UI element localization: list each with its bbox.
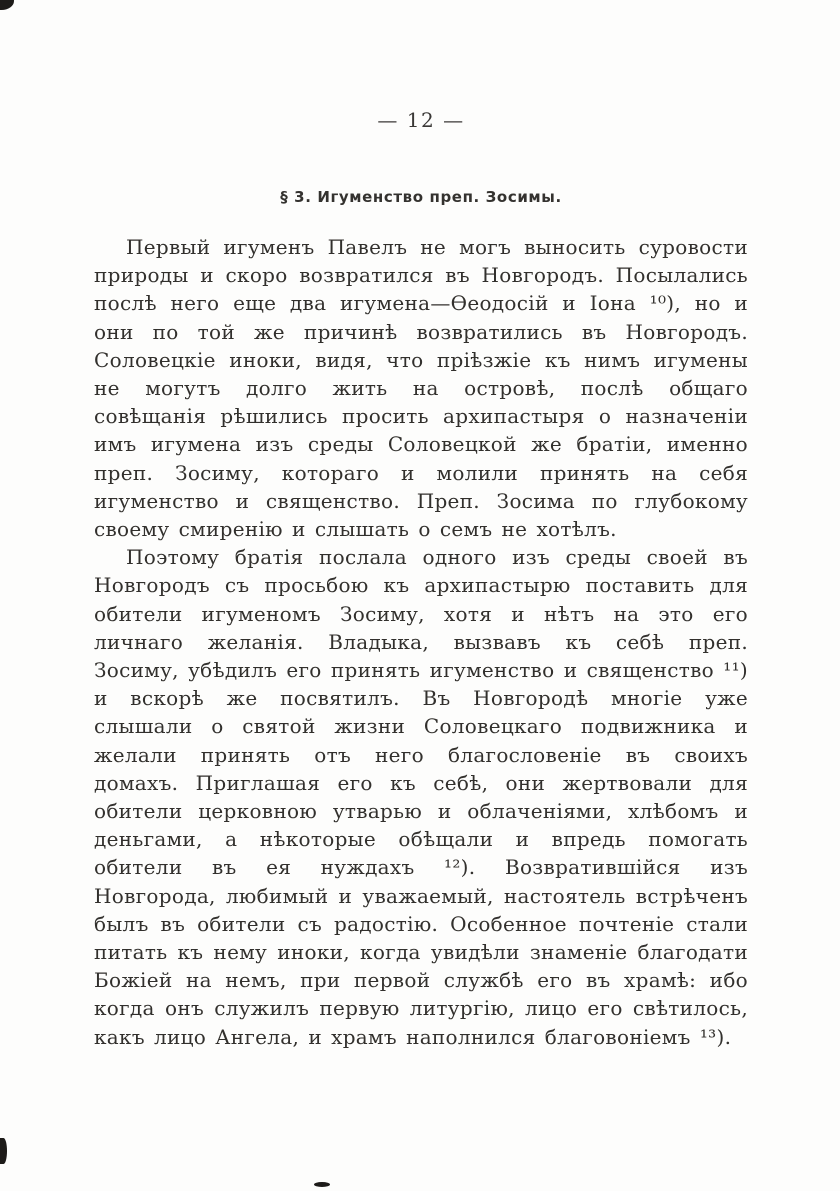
paragraph-1: Первый игуменъ Павелъ не могъ выносить суровости природы и скоро возвратился въ Новгородъ. Посылались послѣ него еще два игумена—Ѳеодосій и Іона ¹⁰), но и они по той же причинѣ возвратились въ Новгородъ. Соловецкіе иноки, видя, что пріѣзжіе къ нимъ игумены не могутъ долго жить на островѣ, послѣ общаго совѣщанія рѣшились просить архипастыря о назначеніи имъ игумена изъ среды Соловецкой же братіи, именно преп. Зосиму, котораго и молили принять на себя игуменство и священство. Преп. Зосима по глубокому своему смиренію и слышать о семъ не хотѣлъ. — [94, 235, 748, 542]
page-number: — 12 — — [377, 108, 465, 132]
section-heading: § 3. Игуменство преп. Зосимы. — [280, 188, 562, 206]
scan-artifact-top-left — [0, 0, 14, 10]
text-block — [94, 108, 748, 1051]
body-text — [94, 233, 748, 1051]
scan-artifact-left-edge — [0, 1138, 7, 1164]
paragraph-2: Поэтому братія послала одного изъ среды своей въ Новгородъ съ просьбою къ архипастырю поставить для обители игуменомъ Зосиму, хотя и нѣтъ на это его личнаго желанія. Владыка, вызвавъ къ себѣ преп. Зосиму, убѣдилъ его принять игуменство и священство ¹¹) и вскорѣ же посвятилъ. Въ Новгородѣ многіе уже слышали о святой жизни Соловецкаго подвижника и желали принять отъ него благословеніе въ своихъ домахъ. Приглашая его къ себѣ, они жертвовали для обители церковною утварью и облаченіями, хлѣбомъ и деньгами, а нѣкоторые обѣщали и впредь помогать обители въ ея нуждахъ ¹²). Возвратившійся изъ Новгорода, любимый и уважаемый, настоятель встрѣченъ былъ въ обители съ радостію. Особенное почтеніе стали питать къ нему иноки, когда увидѣли знаменіе благодати Божіей на немъ, при первой службѣ его въ храмѣ: ибо когда онъ служилъ первую литургію, лицо его свѣтилось, какъ лицо Ангела, и храмъ наполнился благовоніемъ ¹³). — [94, 545, 748, 1049]
scan-artifact-bottom — [314, 1182, 330, 1187]
